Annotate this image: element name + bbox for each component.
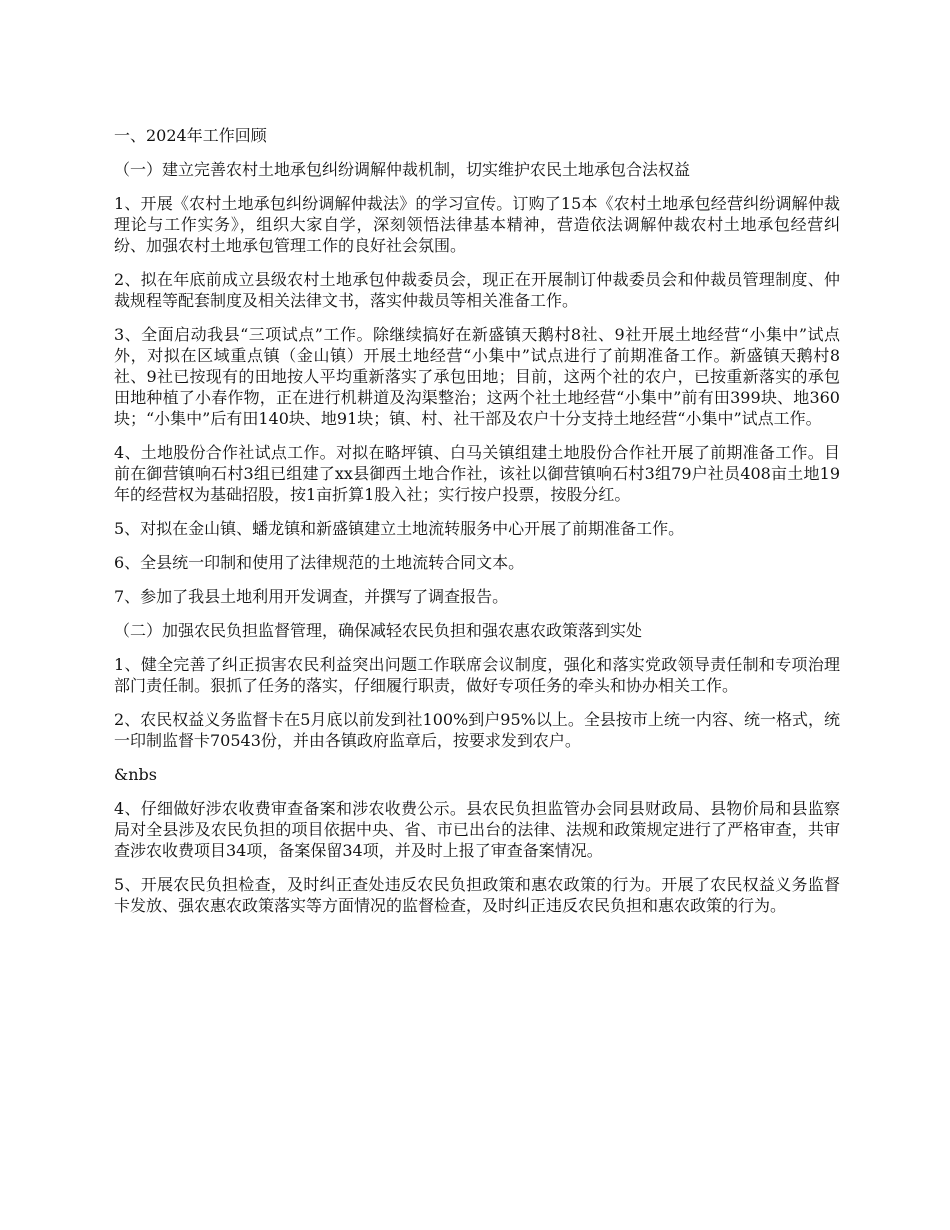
subsection-heading-2: （二）加强农民负担监督管理，确保减轻农民负担和强农惠农政策落到实处 <box>114 621 643 640</box>
paragraph-1-3: 3、全面启动我县“三项试点”工作。除继续搞好在新盛镇天鹅村8社、9社开展土地经营“小集中”试点外，对拟在区域重点镇（金山镇）开展土地经营“小集中”试点进行了前期准备工作。新盛镇天鹅村8社、9社已按现有的田地按人平均重新落实了承包田地；目前，这两个社的农户，已按重新落实的承包田地种植了小春作物，正在进行机耕道及沟渠整治；这两个社土地经营“小集中”前有田399块、地360块；“小集中”后有田140块、地91块；镇、村、社干部及农户十分支持土地经营“小集中”试点工作。 <box>114 325 840 428</box>
paragraph-1-5: 5、对拟在金山镇、蟠龙镇和新盛镇建立土地流转服务中心开展了前期准备工作。 <box>114 519 685 538</box>
section-heading-1: 一、2024年工作回顾 <box>114 126 267 145</box>
paragraph-2-5: 5、开展农民负担检查，及时纠正查处违反农民负担政策和惠农政策的行为。开展了农民权益义务监督卡发放、强农惠农政策落实等方面情况的监督检查，及时纠正违反农民负担和惠农政策的行为。 <box>114 875 840 915</box>
paragraph-1-2: 2、拟在年底前成立县级农村土地承包仲裁委员会，现正在开展制订仲裁委员会和仲裁员管理制度、仲裁规程等配套制度及相关法律文书，落实仲裁员等相关准备工作。 <box>114 270 840 310</box>
paragraph-2-4: 4、仔细做好涉农收费审查备案和涉农收费公示。县农民负担监管办会同县财政局、县物价局和县监察局对全县涉及农民负担的项目依据中央、省、市已出台的法律、法规和政策规定进行了严格审查，共审查涉农收费项目34项，备案保留34项，并及时上报了审查备案情况。 <box>114 799 840 860</box>
paragraph-2-2: 2、农民权益义务监督卡在5月底以前发到社100%到户95%以上。全县按市上统一内容、统一格式，统一印制监督卡70543份，并由各镇政府监章后，按要求发到农户。 <box>114 710 840 750</box>
paragraph-1-4: 4、土地股份合作社试点工作。对拟在略坪镇、白马关镇组建土地股份合作社开展了前期准备工作。目前在御营镇响石村3组已组建了xx县御西土地合作社，该社以御营镇响石村3组79户社员408亩土地19年的经营权为基础招股，按1亩折算1股入社；实行按户投票，按股分红。 <box>114 443 840 504</box>
paragraph-2-3-fragment: &nbs <box>114 765 157 784</box>
paragraph-1-1: 1、开展《农村土地承包纠纷调解仲裁法》的学习宣传。订购了15本《农村土地承包经营纠纷调解仲裁理论与工作实务》，组织大家自学，深刻领悟法律基本精神，营造依法调解仲裁农村土地承包经营纠纷、加强农村土地承包管理工作的良好社会氛围。 <box>114 194 840 255</box>
paragraph-1-7: 7、参加了我县土地利用开发调查，并撰写了调查报告。 <box>114 587 509 606</box>
document-body <box>114 125 840 929</box>
paragraph-2-1: 1、健全完善了纠正损害农民利益突出问题工作联席会议制度，强化和落实党政领导责任制和专项治理部门责任制。狠抓了任务的落实，仔细履行职责，做好专项任务的牵头和协办相关工作。 <box>114 655 840 695</box>
paragraph-1-6: 6、全县统一印制和使用了法律规范的土地流转合同文本。 <box>114 553 525 572</box>
subsection-heading-1: （一）建立完善农村土地承包纠纷调解仲裁机制，切实维护农民土地承包合法权益 <box>114 160 691 179</box>
